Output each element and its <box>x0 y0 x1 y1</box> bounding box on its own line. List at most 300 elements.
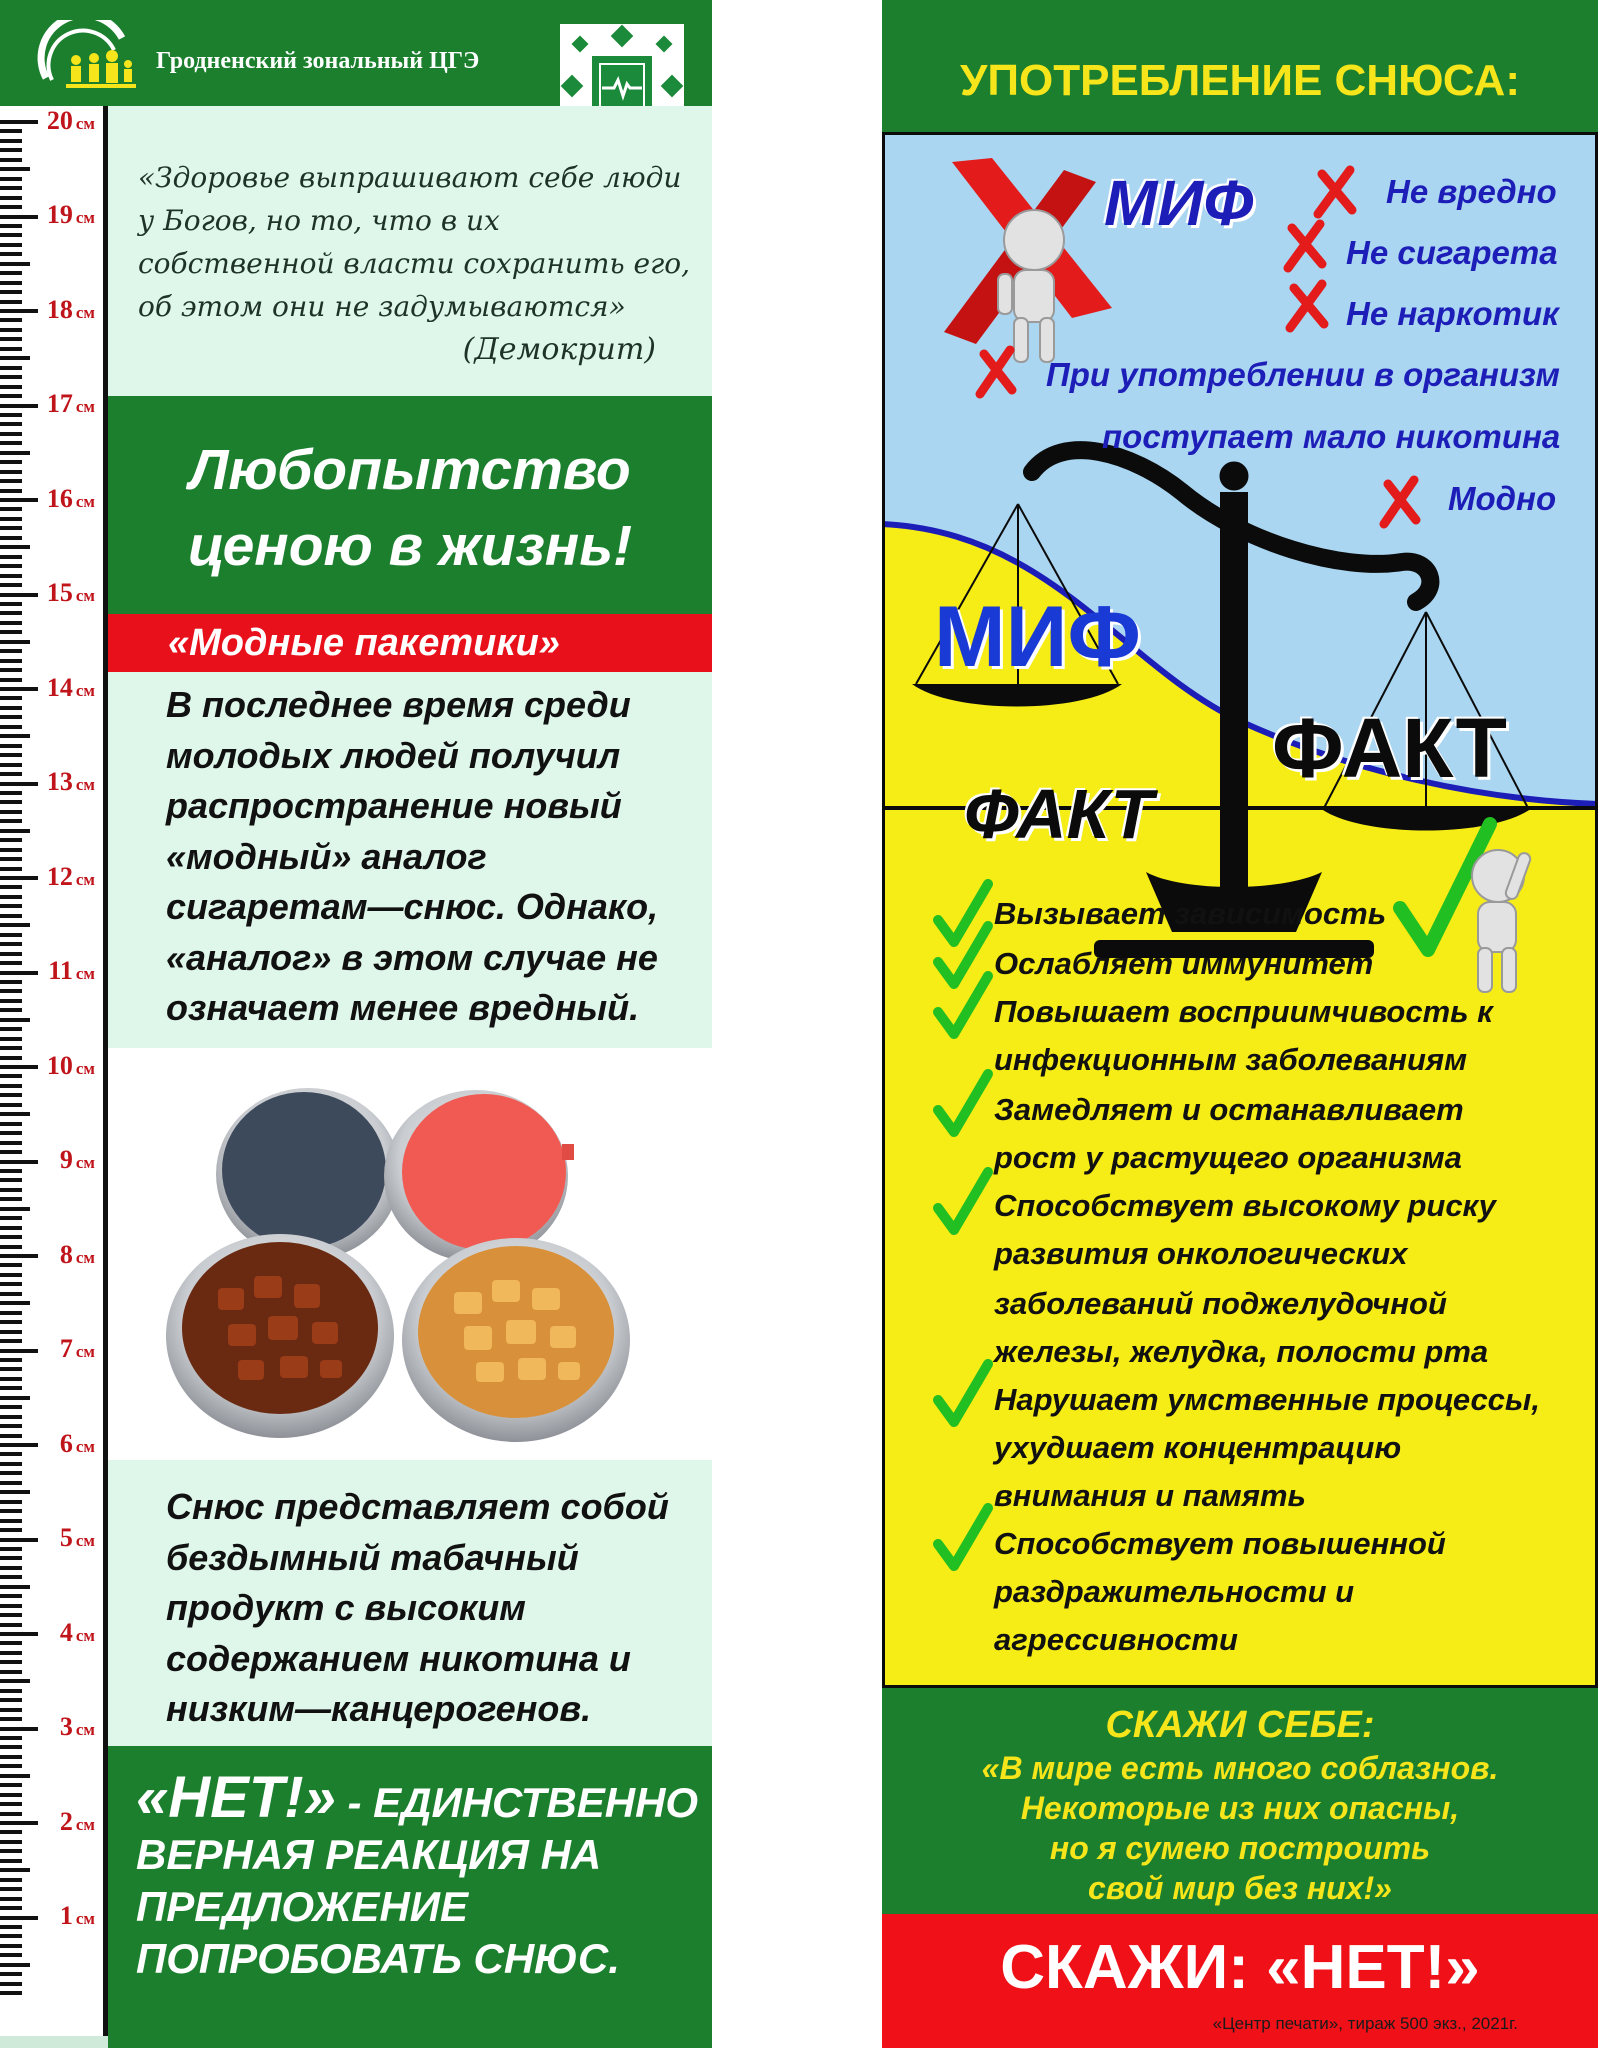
ruler-label-2: 2 см <box>59 1807 95 1836</box>
fashion-packets-banner <box>108 614 712 672</box>
ruler-label-17: 17 см <box>46 389 95 418</box>
ruler-tick <box>0 545 30 549</box>
ruler-tick <box>0 1821 38 1825</box>
ruler-tick <box>0 696 22 700</box>
ruler-tick <box>0 252 22 256</box>
ruler-tick <box>0 1934 22 1938</box>
ruler-tick <box>0 1916 38 1920</box>
ruler-tick <box>0 593 38 597</box>
ruler-tick <box>0 706 22 710</box>
quote-text <box>138 156 698 328</box>
ruler-tick <box>0 1963 30 1967</box>
ruler-tick <box>0 1575 22 1579</box>
ruler-tick <box>0 885 22 889</box>
myth-item: При употреблении в организм <box>1046 356 1560 393</box>
ruler-tick <box>0 243 22 247</box>
ruler-label-1: 1 см <box>59 1901 95 1930</box>
fact-item: развития онкологических <box>994 1236 1408 1271</box>
ruler-tick <box>0 1481 22 1485</box>
snus-tins-image <box>108 1048 712 1460</box>
ruler-label-8: 8 см <box>59 1240 95 1269</box>
left-panel <box>0 0 712 2048</box>
ruler-tick <box>0 1982 22 1986</box>
ruler-tick <box>0 1235 22 1239</box>
ruler-label-6: 6 см <box>59 1429 95 1458</box>
ruler-tick <box>0 1301 30 1305</box>
ruler-tick <box>0 611 22 615</box>
ruler-label-9: 9 см <box>59 1145 95 1174</box>
ruler-tick <box>0 725 22 729</box>
snus-tins-photo-block <box>108 1048 712 1460</box>
scale-myth-label: МИФ <box>934 589 1141 685</box>
ruler-tick <box>0 1538 38 1542</box>
ruler-tick <box>0 1689 22 1693</box>
ruler-tick <box>0 1320 22 1324</box>
ruler-tick <box>0 404 38 408</box>
ruler-tick <box>0 668 22 672</box>
ruler-tick <box>0 829 30 833</box>
ruler-tick <box>0 1197 22 1201</box>
ruler-label-13: 13 см <box>46 767 95 796</box>
myth-item: поступает мало никотина <box>1102 418 1561 455</box>
ruler-tick <box>0 1840 22 1844</box>
fact-item: раздражительности и <box>994 1574 1355 1609</box>
ruler-tick <box>0 1178 22 1182</box>
fact-item: Способствует высокому риску <box>994 1188 1496 1223</box>
ruler-tick <box>0 1868 30 1872</box>
ruler-tick <box>0 1093 22 1097</box>
ruler-tick <box>0 1802 22 1806</box>
ruler-tick <box>0 1415 22 1419</box>
ruler-label-4: 4 см <box>59 1618 95 1647</box>
ruler-tick <box>0 281 22 285</box>
ruler-tick <box>0 1717 22 1721</box>
no-line-first <box>136 1765 706 1830</box>
intro-text <box>166 680 706 1034</box>
ruler-tick <box>0 1112 30 1116</box>
ruler-tick <box>0 394 22 398</box>
ruler-tick <box>0 876 38 880</box>
ruler-tick <box>0 328 22 332</box>
intro-line: молодых людей получил <box>166 734 621 776</box>
ruler-tick <box>0 536 22 540</box>
fact-item: Повышает восприимчивость к <box>994 994 1493 1029</box>
ruler-tick <box>0 1500 22 1504</box>
ruler-tick <box>0 763 22 767</box>
ruler-tick <box>0 441 22 445</box>
ruler-tick <box>0 1953 22 1957</box>
ruler-tick <box>0 1566 22 1570</box>
ruler-tick <box>0 177 22 181</box>
ruler-tick <box>0 1377 22 1381</box>
ruler-tick <box>0 526 22 530</box>
ruler-tick <box>0 1925 22 1929</box>
fact-item: агрессивности <box>994 1622 1238 1657</box>
ruler-tick <box>0 158 22 162</box>
ruler-tick <box>0 1519 22 1523</box>
ruler-tick <box>0 215 38 219</box>
ruler-tick <box>0 507 22 511</box>
ruler-tick <box>0 782 38 786</box>
ruler-label-12: 12 см <box>46 862 95 891</box>
ruler-label-5: 5 см <box>59 1523 95 1552</box>
headline-title <box>108 432 712 584</box>
ruler-tick <box>0 1358 22 1362</box>
ruler-tick <box>0 1783 22 1787</box>
ruler-tick <box>0 1490 30 1494</box>
ruler-tick <box>0 952 22 956</box>
ruler-tick <box>0 1226 22 1230</box>
ruler-label-19: 19 см <box>46 200 95 229</box>
ruler-tick <box>0 980 22 984</box>
headline-line: Любопытство <box>189 438 631 502</box>
say-yourself-line: свой мир без них!» <box>1088 1870 1392 1906</box>
fact-item: Нарушает умственные процессы, <box>994 1382 1541 1417</box>
ruler-tick <box>0 1263 22 1267</box>
ruler-tick <box>0 1604 22 1608</box>
ruler-tick <box>0 1556 22 1560</box>
ruler-tick <box>0 1727 38 1731</box>
org-name: Гродненский зональный ЦГЭ <box>156 48 480 74</box>
ruler-tick <box>0 290 22 294</box>
ruler-tick <box>0 574 22 578</box>
quote-author: (Демокрит) <box>462 332 656 367</box>
ruler-tick <box>0 479 22 483</box>
fact-item: инфекционным заболеваниям <box>994 1042 1468 1077</box>
ruler-tick <box>0 734 30 738</box>
ruler-tick <box>0 1452 22 1456</box>
ruler-tick <box>0 1396 30 1400</box>
ruler-tick <box>0 923 30 927</box>
ruler-tick <box>0 1897 22 1901</box>
no-line: ПОПРОБОВАТЬ СНЮС. <box>136 1935 620 1982</box>
ruler-tick <box>0 1169 22 1173</box>
ruler-tick <box>0 961 22 965</box>
ruler-tick <box>0 564 22 568</box>
ruler-tick <box>0 129 22 133</box>
say-yourself-line: Некоторые из них опасны, <box>1020 1790 1460 1826</box>
ruler-tick <box>0 744 22 748</box>
ruler-tick <box>0 1764 22 1768</box>
ruler-tick <box>0 1944 22 1948</box>
ruler-tick <box>0 942 22 946</box>
ruler-tick <box>0 867 22 871</box>
ruler-tick <box>0 375 22 379</box>
intro-block <box>108 672 712 1048</box>
ruler-tick <box>0 1273 22 1277</box>
ruler-tick <box>0 810 22 814</box>
ruler-tick <box>0 678 22 682</box>
ruler-tick <box>0 1887 22 1891</box>
ruler-tick <box>0 300 22 304</box>
ruler-tick <box>0 1443 38 1447</box>
ruler-tick <box>0 1859 22 1863</box>
ruler-tick <box>0 1774 30 1778</box>
quote-line: «Здоровье выпрашивают себе люди <box>138 161 682 194</box>
myth-item: Модно <box>1448 480 1557 517</box>
fact-item: Ослабляет иммунитет <box>994 946 1374 981</box>
ruler-tick <box>0 1462 22 1466</box>
myth-item: Не сигарета <box>1346 234 1558 271</box>
ruler-bottom-strip <box>0 2036 108 2048</box>
ruler-tick <box>0 422 22 426</box>
intro-line: означает менее вредный. <box>166 987 640 1028</box>
democritus-quote-block <box>108 106 712 396</box>
ruler-tick <box>0 309 38 313</box>
ruler-tick <box>0 989 22 993</box>
fact-item: внимания и память <box>994 1478 1306 1513</box>
ruler-tick <box>0 1188 22 1192</box>
ruler-tick <box>0 1046 22 1050</box>
intro-line: «модный» аналог <box>166 835 487 877</box>
myth-item: Не наркотик <box>1346 295 1559 332</box>
fact-item: железы, желудка, полости рта <box>994 1334 1489 1369</box>
say-no-banner <box>882 1914 1598 2048</box>
fact-item: заболеваний поджелудочной <box>994 1286 1447 1321</box>
no-big-word: «НЕТ!» <box>136 1765 336 1830</box>
ruler-tick <box>0 1471 22 1475</box>
ruler-tick <box>0 1708 22 1712</box>
ruler-tick <box>0 451 30 455</box>
ruler-tick <box>0 1793 22 1797</box>
ruler-tick <box>0 1386 22 1390</box>
no-line: ПРЕДЛОЖЕНИЕ <box>136 1883 469 1930</box>
ruler-tick <box>0 1679 30 1683</box>
ruler-tick <box>0 1131 22 1135</box>
ruler-tick <box>0 1245 22 1249</box>
left-header <box>0 0 712 106</box>
right-panel <box>882 0 1598 2048</box>
ruler-tick <box>0 848 22 852</box>
ruler-tick <box>0 1641 22 1645</box>
ruler-tick <box>0 1122 22 1126</box>
say-yourself-title: СКАЖИ СЕБЕ: <box>1105 1704 1375 1746</box>
banner-text: «Модные пакетики» <box>168 622 560 664</box>
ruler-tick <box>0 517 22 521</box>
ruler-tick <box>0 1160 38 1164</box>
ruler-tick <box>0 1339 22 1343</box>
ruler-tick <box>0 460 22 464</box>
ruler-tick <box>0 895 22 899</box>
ruler-tick <box>0 1613 22 1617</box>
ruler-tick <box>0 687 38 691</box>
ruler-tick <box>0 1074 22 1078</box>
definition-line: низким—канцерогенов. <box>166 1688 592 1729</box>
say-no-text: СКАЖИ: «НЕТ!» <box>1000 1933 1480 2002</box>
ruler-tick <box>0 1207 30 1211</box>
ruler-tick <box>0 1292 22 1296</box>
ruler-tick <box>0 1141 22 1145</box>
fact-item: Вызывает зависимость <box>994 896 1387 931</box>
ruler-label-15: 15 см <box>46 578 95 607</box>
ruler-tick <box>0 385 22 389</box>
quote-line: у Богов, но то, что в их <box>138 204 500 237</box>
ruler-tick <box>0 167 30 171</box>
say-yourself-line: но я сумею построить <box>1049 1830 1431 1866</box>
ruler-tick <box>0 1830 22 1834</box>
ruler-tick <box>0 1594 22 1598</box>
ruler-tick <box>0 262 30 266</box>
ruler-tick <box>0 1812 22 1816</box>
ruler-tick <box>0 148 22 152</box>
ruler-tick <box>0 630 22 634</box>
ruler-tick <box>0 366 22 370</box>
ruler-tick <box>0 1405 22 1409</box>
right-panel-title: УПОТРЕБЛЕНИЕ СНЮСА: <box>960 56 1520 105</box>
scale-fact-left-label: ФАКТ <box>964 775 1154 853</box>
ruler-tick <box>0 1547 22 1551</box>
ruler-tick <box>0 1585 30 1589</box>
ruler-tick <box>0 1282 22 1286</box>
myth-label: МИФ <box>1104 167 1254 239</box>
ruler-tick <box>0 914 22 918</box>
ruler-tick <box>0 791 22 795</box>
ruler-tick <box>0 1991 22 1995</box>
ruler-label-20: 20 см <box>46 106 95 135</box>
ruler-label-7: 7 см <box>59 1334 95 1363</box>
ruler-tick <box>0 1103 22 1107</box>
ruler-tick <box>0 1670 22 1674</box>
ruler-tick <box>0 432 22 436</box>
ruler-tick <box>0 933 22 937</box>
ruler-tick <box>0 139 22 143</box>
ruler-tick <box>0 602 22 606</box>
ruler-tick <box>0 1651 22 1655</box>
ruler-tick <box>0 1745 22 1749</box>
ruler-tick <box>0 1849 22 1853</box>
ruler-tick <box>0 1509 22 1513</box>
ruler-tick <box>0 1216 22 1220</box>
ruler-tick <box>0 1623 22 1627</box>
ruler-tick <box>0 640 30 644</box>
definition-line: Снюс представляет собой <box>166 1486 669 1527</box>
ruler-tick <box>0 1736 22 1740</box>
ruler-tick <box>0 1349 38 1353</box>
print-info: «Центр печати», тираж 500 экз., 2021г. <box>1212 2014 1518 2033</box>
ruler-label-11: 11 см <box>48 956 95 985</box>
ruler-tick <box>0 857 22 861</box>
quote-line: об этом они не задумываются» <box>138 290 626 323</box>
ruler-tick <box>0 1972 22 1976</box>
ruler-tick <box>0 1037 22 1041</box>
ruler-tick <box>0 772 22 776</box>
ruler-tick <box>0 196 22 200</box>
definition-line: продукт с высоким <box>166 1587 526 1628</box>
ruler-tick <box>0 224 22 228</box>
ruler-tick <box>0 1424 22 1428</box>
ruler-tick <box>0 233 22 237</box>
ruler-label-14: 14 см <box>46 673 95 702</box>
ruler-tick <box>0 1906 22 1910</box>
ruler-tick <box>0 1434 22 1438</box>
ruler-tick <box>0 1367 22 1371</box>
fact-item: ухудшает концентрацию <box>994 1430 1402 1465</box>
ruler-tick <box>0 1528 22 1532</box>
ruler-tick <box>0 1254 38 1258</box>
ruler-tick <box>0 498 38 502</box>
no-rest: - ЕДИНСТВЕННО <box>335 1779 699 1826</box>
ruler-tick <box>0 1018 30 1022</box>
myth-item: Не вредно <box>1386 173 1557 210</box>
ruler-label-10: 10 см <box>46 1051 95 1080</box>
ruler-tick <box>0 555 22 559</box>
ruler-tick <box>0 1065 38 1069</box>
ruler-tick <box>0 271 22 275</box>
headline-block <box>108 396 712 614</box>
ruler-tick <box>0 1632 38 1636</box>
ruler-tick <box>0 1150 22 1154</box>
intro-line: В последнее время среди <box>166 684 631 725</box>
ruler-tick <box>0 1008 22 1012</box>
ruler-tick <box>0 1311 22 1315</box>
ruler-tick <box>0 356 30 360</box>
ruler-tick <box>0 583 22 587</box>
family-logo-icon <box>36 20 140 96</box>
ruler-tick <box>0 971 38 975</box>
ruler-tick <box>0 489 22 493</box>
definition-line: содержанием никотина и <box>166 1637 631 1679</box>
ruler-tick <box>0 1027 22 1031</box>
ruler-tick <box>0 413 22 417</box>
ruler-tick <box>0 649 22 653</box>
ruler-label-16: 16 см <box>46 484 95 513</box>
fact-item: рост у растущего организма <box>994 1140 1462 1175</box>
say-no-block <box>108 1746 712 2048</box>
definition-text <box>166 1482 706 1735</box>
centimeter-ruler <box>0 106 108 2040</box>
ruler-tick <box>0 347 22 351</box>
ruler-tick <box>0 1056 22 1060</box>
no-reaction-text <box>136 1765 706 1985</box>
intro-line: сигаретам—снюс. Однако, <box>166 886 659 927</box>
ruler-tick <box>0 715 22 719</box>
ruler-tick <box>0 1660 22 1664</box>
ruler-tick <box>0 205 22 209</box>
fact-item: Способствует повышенной <box>994 1526 1446 1561</box>
ruler-tick <box>0 470 22 474</box>
ruler-tick <box>0 1084 22 1088</box>
ruler-tick <box>0 838 22 842</box>
ruler-tick <box>0 1330 22 1334</box>
ruler-tick <box>0 120 38 124</box>
ruler-tick <box>0 1698 22 1702</box>
ruler-tick <box>0 337 22 341</box>
say-yourself-quote <box>882 1748 1598 1908</box>
ruler-tick <box>0 318 22 322</box>
headline-line: ценою в жизнь! <box>187 514 633 578</box>
no-line: ВЕРНАЯ РЕАКЦИЯ НА <box>136 1831 602 1878</box>
ruler-tick <box>0 621 22 625</box>
intro-line: «аналог» в этом случае не <box>166 936 658 978</box>
ruler-tick <box>0 753 22 757</box>
ruler-tick <box>0 186 22 190</box>
definition-block <box>108 1460 712 1746</box>
ruler-label-3: 3 см <box>59 1712 95 1741</box>
definition-line: бездымный табачный <box>166 1536 579 1578</box>
ruler-tick <box>0 800 22 804</box>
ruler-tick <box>0 659 22 663</box>
ruler-tick <box>0 904 22 908</box>
fact-item: Замедляет и останавливает <box>994 1092 1464 1127</box>
ruler-tick <box>0 1878 22 1882</box>
ruler-tick <box>0 819 22 823</box>
ruler-label-18: 18 см <box>46 295 95 324</box>
say-yourself-line: «В мире есть много соблазнов. <box>981 1750 1499 1786</box>
scale-fact-right-label: ФАКТ <box>1272 701 1507 795</box>
intro-line: распространение новый <box>166 785 622 826</box>
quote-line: собственной власти сохранить его, <box>138 247 690 280</box>
ruler-tick <box>0 1755 22 1759</box>
